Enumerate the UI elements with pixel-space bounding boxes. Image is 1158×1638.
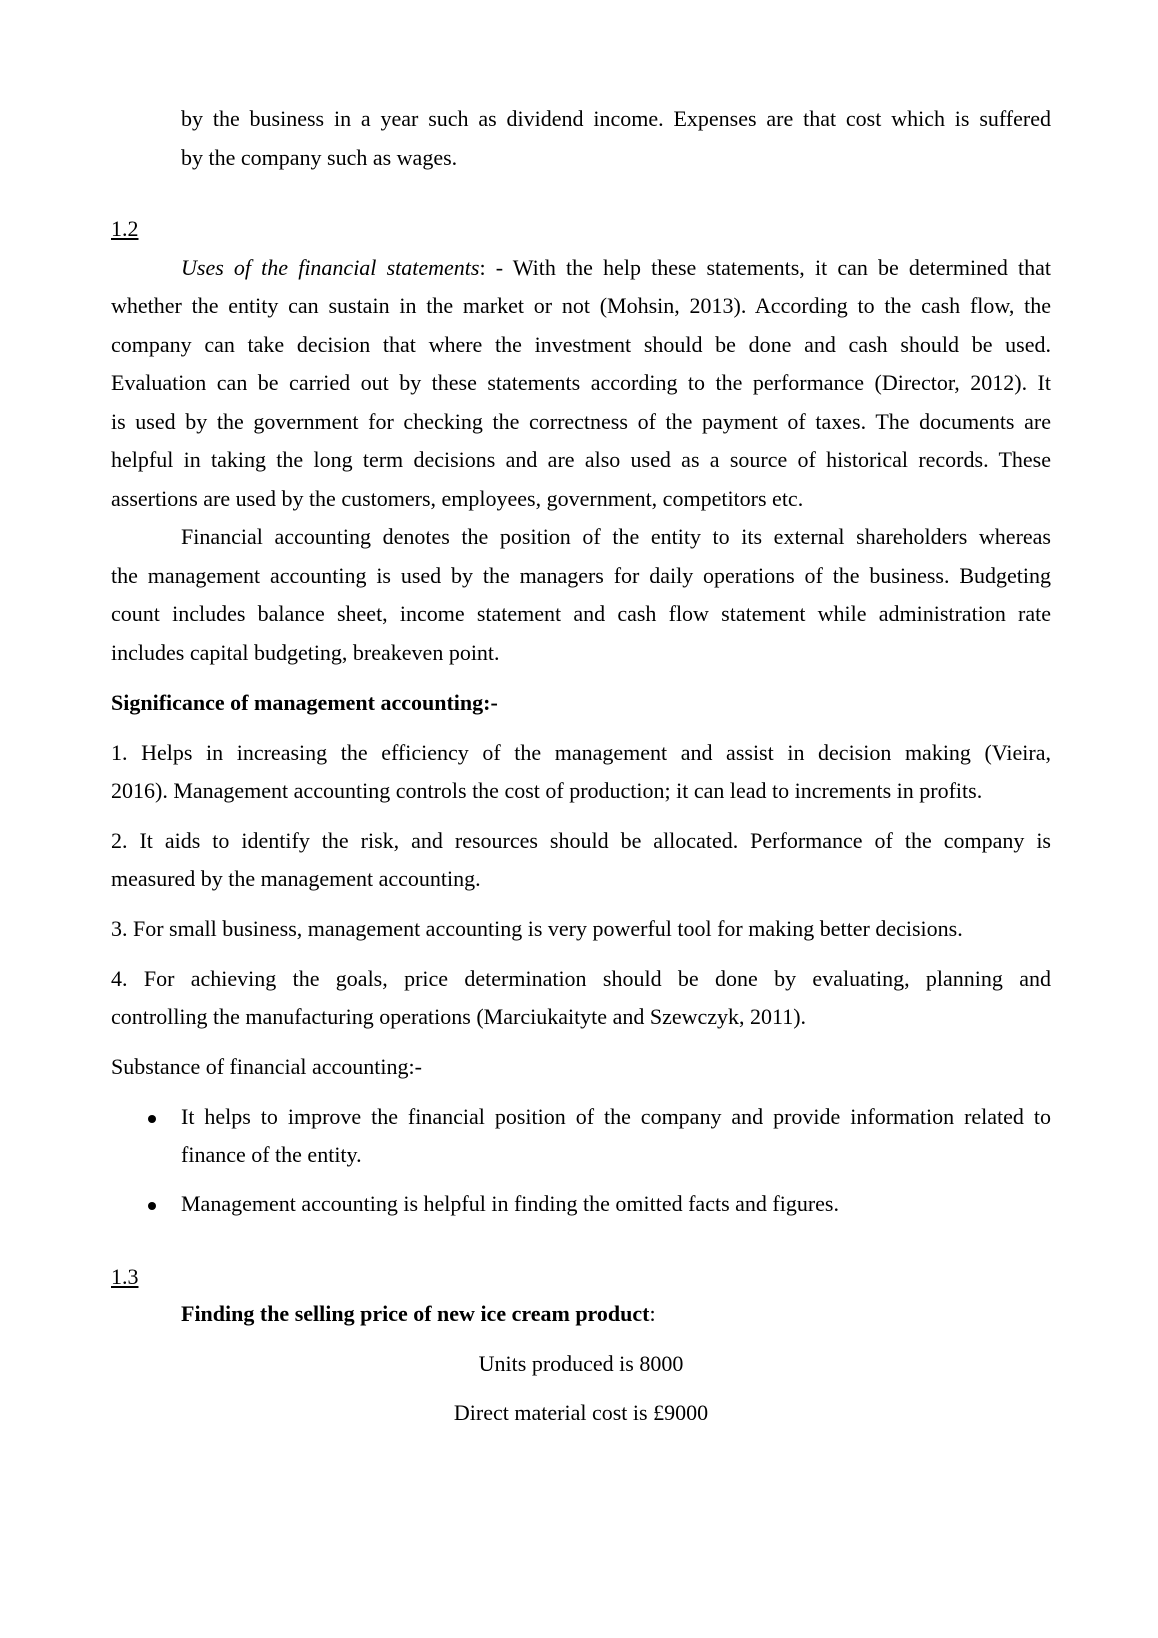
uses-paragraph-line: is used by the government for checking the correctness of the payment of taxes. The documents are — [111, 409, 1051, 434]
continuation-line-2: by the company such as wages. — [181, 145, 458, 170]
section-number-1-2: 1.2 — [111, 216, 139, 241]
bullet-icon — [148, 1115, 156, 1123]
selling-price-heading — [181, 1301, 656, 1327]
financial-accounting-paragraph-line-1: Financial accounting denotes the position of the entity to its external shareholders whereas — [181, 524, 1051, 549]
financial-accounting-paragraph-line: the management accounting is used by the managers for daily operations of the business. Budgeting — [111, 563, 1051, 588]
selling-price-heading-text: Finding the selling price of new ice cream product — [181, 1301, 650, 1326]
significance-item-2-line-1: 2. It aids to identify the risk, and resources should be allocated. Performance of the company is — [111, 828, 1051, 853]
significance-item-4-line-2: controlling the manufacturing operations (Marciukaityte and Szewczyk, 2011). — [111, 1004, 807, 1029]
units-produced-line: Units produced is 8000 — [478, 1351, 684, 1376]
significance-item-2-line-2: measured by the management accounting. — [111, 866, 481, 891]
substance-bullet-2: Management accounting is helpful in finding the omitted facts and figures. — [181, 1191, 839, 1216]
significance-item-4-line-1: 4. For achieving the goals, price determination should be done by evaluating, planning and — [111, 966, 1051, 991]
section-number-1-3: 1.3 — [111, 1264, 139, 1289]
uses-paragraph-line-1 — [181, 255, 1051, 281]
selling-price-heading-colon: : — [649, 1301, 656, 1326]
significance-item-1-line-1: 1. Helps in increasing the efficiency of the management and assist in decision making (Vieira, — [111, 740, 1051, 765]
continuation-line-1: by the business in a year such as dividend income. Expenses are that cost which is suffered — [181, 106, 1051, 131]
substance-heading: Substance of financial accounting:- — [111, 1054, 422, 1079]
uses-paragraph-line: Evaluation can be carried out by these statements according to the performance (Director, 2012). It — [111, 370, 1051, 395]
significance-item-1-line-2: 2016). Management accounting controls the cost of production; it can lead to increments in profits. — [111, 778, 983, 803]
financial-accounting-paragraph-line: includes capital budgeting, breakeven point. — [111, 640, 500, 665]
direct-material-cost-line: Direct material cost is £9000 — [453, 1400, 709, 1425]
significance-item-3: 3. For small business, management accounting is very powerful tool for making better decisions. — [111, 916, 963, 941]
uses-paragraph-line: whether the entity can sustain in the market or not (Mohsin, 2013). According to the cash flow, the — [111, 293, 1051, 318]
uses-paragraph-line: helpful in taking the long term decisions and are also used as a source of historical records. These — [111, 447, 1051, 472]
substance-bullet-1-line-1: It helps to improve the financial position of the company and provide information related to — [181, 1104, 1051, 1129]
significance-heading: Significance of management accounting:- — [111, 690, 498, 715]
uses-line-1-rest: : - With the help these statements, it can be determined that — [479, 255, 1052, 280]
bullet-icon — [148, 1202, 156, 1210]
substance-bullet-1-line-2: finance of the entity. — [181, 1142, 362, 1167]
uses-italic-term: Uses of the financial statements — [181, 255, 480, 280]
financial-accounting-paragraph-line: count includes balance sheet, income statement and cash flow statement while administration rate — [111, 601, 1051, 626]
uses-paragraph-line: company can take decision that where the investment should be done and cash should be used. — [111, 332, 1051, 357]
uses-paragraph-line: assertions are used by the customers, employees, government, competitors etc. — [111, 486, 804, 511]
